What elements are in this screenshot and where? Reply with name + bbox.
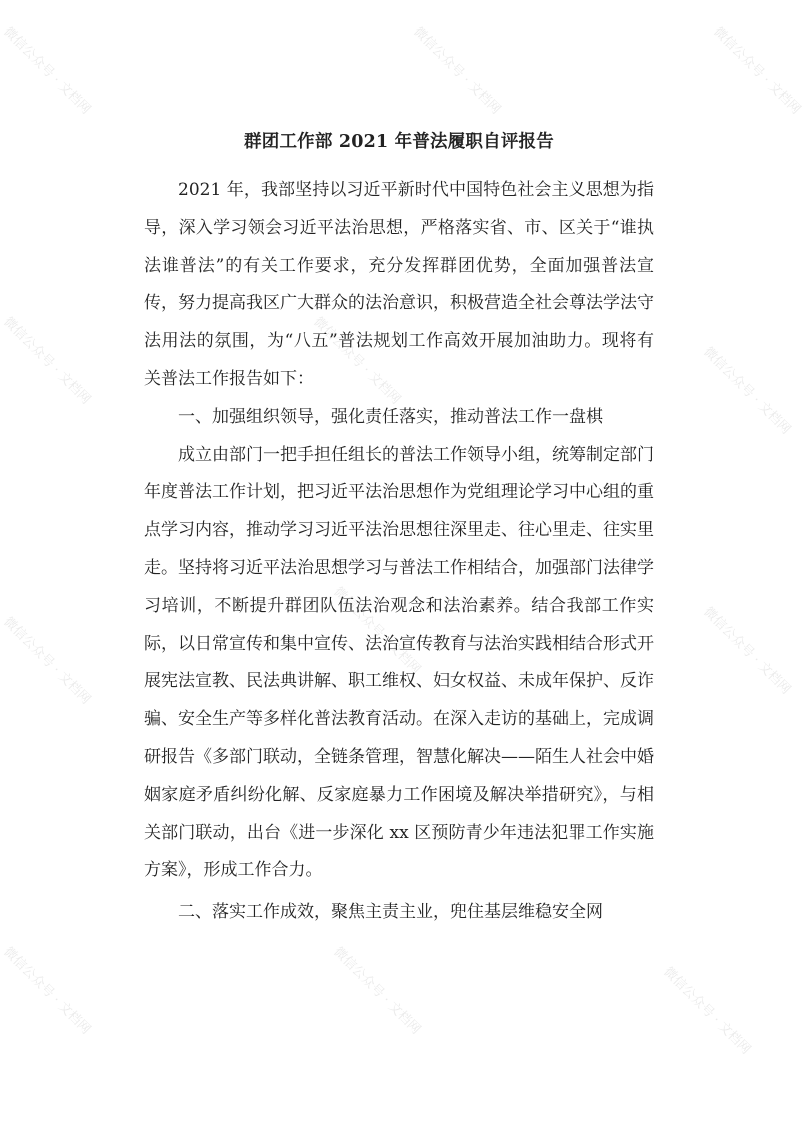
section-heading-2: 二、落实工作成效，聚焦主责主业，兜住基层维稳安全网 <box>178 902 603 923</box>
section-heading-1: 一、加强组织领导，强化责任落实，推动普法工作一盘棋 <box>178 406 603 427</box>
document-page <box>144 124 654 932</box>
watermark: 微信公众号 · 文档网 <box>700 604 794 698</box>
watermark: 微信公众号 · 文档网 <box>700 344 794 438</box>
watermark: 微信公众号 · 文档网 <box>0 614 94 708</box>
watermark: 微信公众号 · 文档网 <box>310 314 404 408</box>
watermark: 微信公众号 · 文档网 <box>0 314 94 408</box>
document-title: 群团工作部 2021 年普法履职自评报告 <box>244 132 554 152</box>
watermark: 微信公众号 · 文档网 <box>0 24 94 118</box>
watermark: 微信公众号 · 文档网 <box>660 964 754 1058</box>
watermark: 微信公众号 · 文档网 <box>710 24 804 118</box>
section-1-paragraph: 成立由部门一把手担任组长的普法工作领导小组，统筹制定部门年度普法工作计划，把习近平法治思想作为党组理论学习中心组的重点学习内容，推动学习习近平法治思想往深里走、往心里走、往实里走。坚持将习近平法治思想学习与普法工作相结合，加强部门法律学习培训，不断提升群团队伍法治观念和法治素养。结合我部工作实际，以日常宣传和集中宣传、法治宣传教育与法治实践相结合形式开展宪法宣教、民法典讲解、职工维权、妇女权益、未成年保护、反诈骗、安全生产等多样化普法教育活动。在深入走访的基础上，完成调研报告《多部门联动，全链条管理，智慧化解决——陌生人社会中婚姻家庭矛盾纠纷化解、反家庭暴力工作困境及解决举措研究》，与相关部门联动，出台《进一步深化 xx 区预防青少年违法犯罪工作实施方案》，形成工作合力。 <box>144 444 654 881</box>
watermark: 微信公众号 · 文档网 <box>330 944 424 1038</box>
watermark: 微信公众号 · 文档网 <box>410 24 504 118</box>
watermark: 微信公众号 · 文档网 <box>330 584 424 678</box>
intro-paragraph: 2021 年，我部坚持以习近平新时代中国特色社会主义思想为指导，深入学习领会习近平法治思想，严格落实省、市、区关于“谁执法谁普法”的有关工作要求，充分发挥群团优势，全面加强普法宣传，努力提高我区广大群众的法治意识，积极营造全社会尊法学法守法用法的氛围，为“八五”普法规划工作高效开展加油助力。现将有关普法工作报告如下： <box>144 180 654 389</box>
watermark: 微信公众号 · 文档网 <box>0 944 94 1038</box>
